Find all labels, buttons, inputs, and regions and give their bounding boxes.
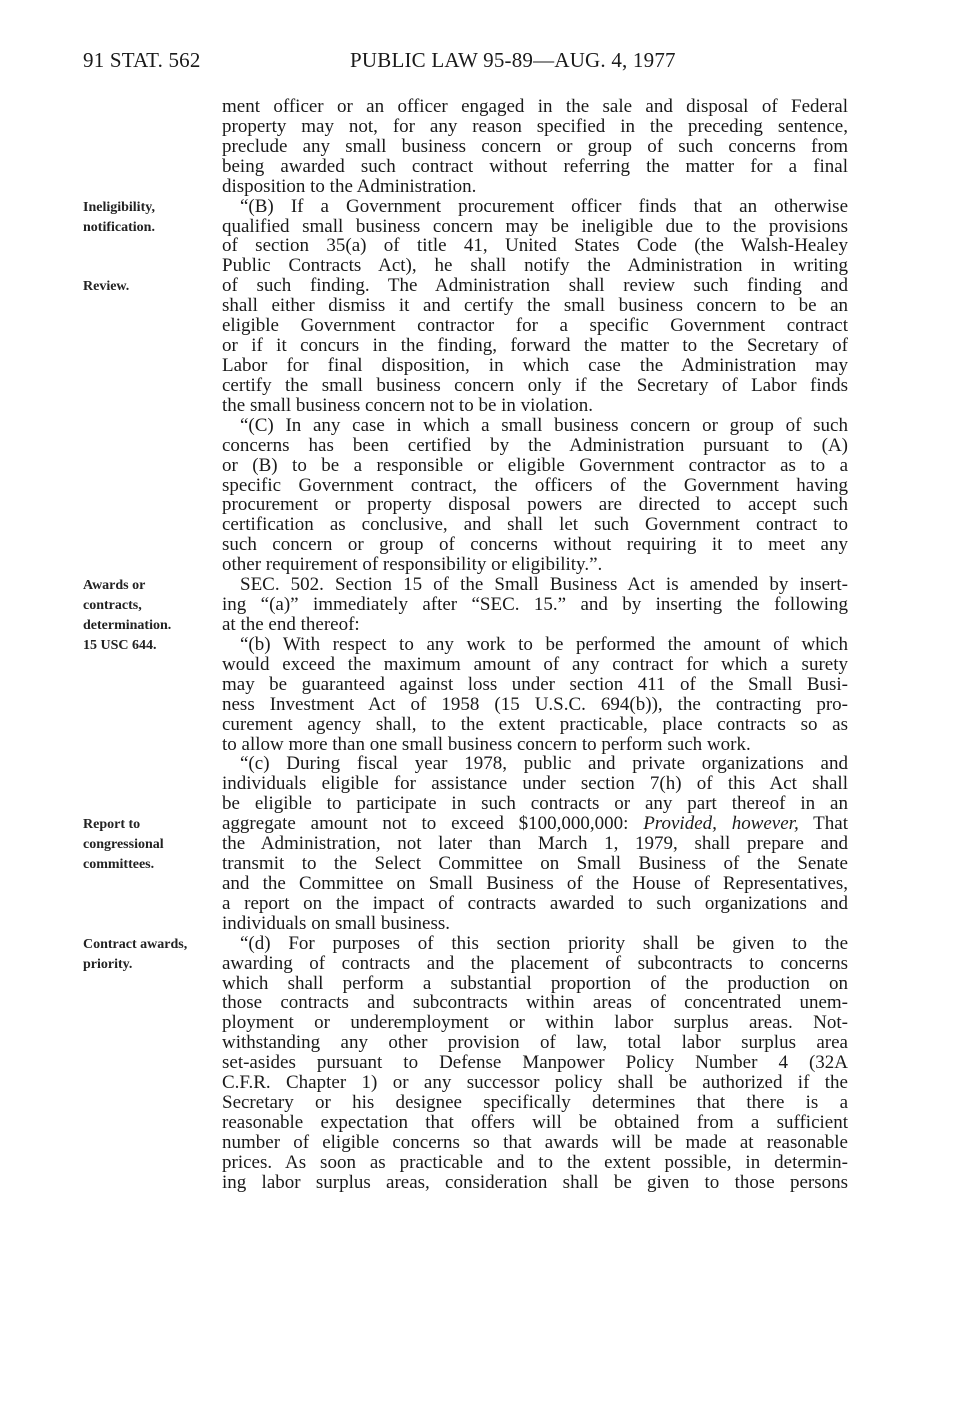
margin-note-line: Review. bbox=[83, 279, 130, 295]
text-line: reasonable expectation that offers will be obtained from a sufficient bbox=[222, 1112, 848, 1134]
text-line: ing “(a)” immediately after “SEC. 15.” and by inserting the following bbox=[222, 594, 848, 616]
margin-note-line: priority. bbox=[83, 957, 133, 973]
page-number-header: 91 STAT. 562 bbox=[83, 48, 201, 72]
text-line: procurement or property disposal powers are directed to accept such bbox=[222, 494, 848, 516]
text-line: may be guaranteed against loss under section 411 of the Small Busi- bbox=[222, 673, 848, 695]
text-line: transmit to the Select Committee on Small Business of the Senate bbox=[222, 853, 848, 875]
margin-note-line: committees. bbox=[83, 857, 155, 873]
text-line: Labor for final disposition, in which case the Administration may bbox=[222, 354, 848, 376]
text-line: of such finding. The Administration shall review such finding and bbox=[222, 275, 848, 297]
text-line: Secretary or his designee specifically determines that there is a bbox=[222, 1092, 848, 1114]
text-line: the Administration, not later than March 1, 1979, shall prepare and bbox=[222, 833, 848, 855]
text-line: ing labor surplus areas, consideration shall be given to those persons bbox=[222, 1171, 848, 1193]
margin-note-line: notification. bbox=[83, 219, 155, 235]
margin-note-line: 15 USC 644. bbox=[83, 638, 157, 654]
text-line: specific Government contract, the officers of the Government having bbox=[222, 474, 848, 496]
text-segment: That bbox=[798, 813, 848, 835]
text-line: a report on the impact of contracts awarded to such organizations and bbox=[222, 892, 848, 914]
text-line: withstanding any other provision of law, total labor surplus area bbox=[222, 1032, 848, 1054]
italic-text: Provided, however, bbox=[643, 813, 799, 835]
margin-note-line: Report to bbox=[83, 817, 141, 833]
text-line: “(d) For purposes of this section priority shall be given to the bbox=[240, 932, 848, 954]
text-line: ment officer or an officer engaged in the sale and disposal of Federal bbox=[222, 96, 848, 117]
text-segment: aggregate amount not to exceed $100,000,000: bbox=[222, 813, 644, 835]
margin-note-line: Contract awards, bbox=[83, 937, 188, 953]
margin-note bbox=[83, 815, 164, 875]
text-line: curement agency shall, to the extent practicable, place contracts so as bbox=[222, 713, 848, 735]
text-line: preclude any small business concern or group of such concerns from bbox=[222, 135, 848, 157]
text-line: SEC. 502. Section 15 of the Small Business Act is amended by insert- bbox=[240, 574, 848, 596]
text-line: qualified small business concern may be ineligible due to the provisions bbox=[222, 215, 848, 237]
text-line: or if it concurs in the finding, forward the matter to the Secretary of bbox=[222, 335, 848, 357]
margin-note bbox=[83, 935, 187, 975]
text-line: be eligible to participate in such contracts or any part thereof in an bbox=[222, 793, 848, 815]
text-line: “(b) With respect to any work to be performed the amount of which bbox=[240, 633, 848, 655]
margin-note bbox=[83, 198, 155, 238]
margin-note-line: Awards or bbox=[83, 578, 146, 594]
text-line: “(C) In any case in which a small business concern or group of such bbox=[240, 414, 848, 436]
margin-note-line: determination. bbox=[83, 618, 172, 634]
margin-note-line: Ineligibility, bbox=[83, 199, 155, 215]
text-line: shall either dismiss it and certify the small business concern to be an bbox=[222, 295, 848, 317]
text-line: which shall perform a substantial proportion of the production on bbox=[222, 972, 848, 994]
text-line: other requirement of responsibility or eligibility.”. bbox=[222, 554, 603, 576]
text-line: the small business concern not to be in violation. bbox=[222, 394, 593, 416]
text-line: ness Investment Act of 1958 (15 U.S.C. 694(b)), the contracting pro- bbox=[222, 693, 848, 715]
margin-note bbox=[83, 576, 171, 656]
text-line: “(B) If a Government procurement officer finds that an otherwise bbox=[240, 195, 848, 217]
text-line: property may not, for any reason specified in the preceding sentence, bbox=[222, 115, 848, 137]
text-line: certification as conclusive, and shall let such Government contract to bbox=[222, 514, 848, 536]
text-line: eligible Government contractor for a specific Government contract bbox=[222, 315, 848, 337]
text-line bbox=[222, 814, 848, 834]
text-line: awarding of contracts and the placement of subcontracts to concerns bbox=[222, 952, 848, 974]
text-line: “(c) During fiscal year 1978, public and private organizations and bbox=[240, 753, 848, 775]
text-line: individuals on small business. bbox=[222, 912, 450, 934]
body-text bbox=[222, 97, 848, 1193]
text-line: at the end thereof: bbox=[222, 613, 360, 635]
text-line: those contracts and subcontracts within areas of concentrated unem- bbox=[222, 992, 848, 1014]
text-line: being awarded such contract without referring the matter for a final bbox=[222, 155, 848, 177]
text-line: ployment or underemployment or within labor surplus areas. Not- bbox=[222, 1012, 848, 1034]
text-line: such concern or group of concerns without requiring it to meet any bbox=[222, 534, 848, 556]
text-line: C.F.R. Chapter 1) or any successor policy shall be authorized if the bbox=[222, 1072, 848, 1094]
text-line: individuals eligible for assistance under section 7(h) of this Act shall bbox=[222, 773, 848, 795]
text-line: disposition to the Administration. bbox=[222, 175, 477, 197]
margin-note bbox=[83, 277, 129, 297]
text-line: to allow more than one small business concern to perform such work. bbox=[222, 733, 751, 755]
text-line: number of eligible concerns so that awards will be made at reasonable bbox=[222, 1131, 848, 1153]
text-line: concerns has been certified by the Administration pursuant to (A) bbox=[222, 434, 848, 456]
margin-note-line: contracts, bbox=[83, 598, 142, 614]
text-line: and the Committee on Small Business of the House of Representatives, bbox=[222, 872, 848, 894]
margin-note-line: congressional bbox=[83, 837, 164, 853]
text-line: set-asides pursuant to Defense Manpower Policy Number 4 (32A bbox=[222, 1052, 848, 1074]
text-line: certify the small business concern only if the Secretary of Labor finds bbox=[222, 374, 848, 396]
text-line: Public Contracts Act), he shall notify the Administration in writing bbox=[222, 255, 848, 277]
text-line: prices. As soon as practicable and to the extent possible, in determin- bbox=[222, 1151, 848, 1173]
running-title: PUBLIC LAW 95-89—AUG. 4, 1977 bbox=[350, 48, 676, 72]
text-line: would exceed the maximum amount of any contract for which a surety bbox=[222, 653, 848, 675]
text-line: of section 35(a) of title 41, United States Code (the Walsh-Healey bbox=[222, 235, 848, 257]
text-line: or (B) to be a responsible or eligible Government contractor as to a bbox=[222, 454, 848, 476]
